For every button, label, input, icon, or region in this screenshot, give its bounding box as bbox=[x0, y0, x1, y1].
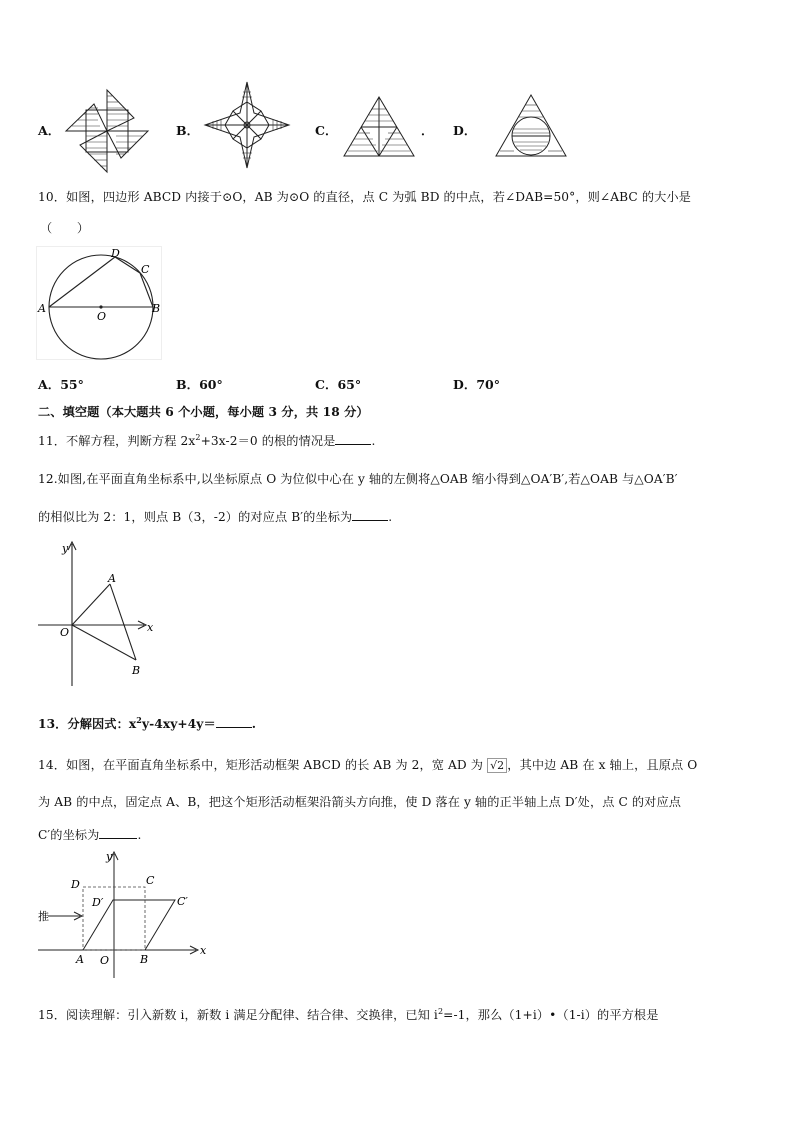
label-d: D bbox=[111, 247, 120, 260]
q10-option-d: D．70° bbox=[453, 377, 500, 392]
option-separator: ． bbox=[421, 123, 434, 138]
label-a: A bbox=[38, 302, 46, 315]
axis-y-label: y bbox=[106, 850, 113, 863]
triangle-circle-figure bbox=[494, 93, 568, 159]
point-a-label: A bbox=[108, 572, 116, 585]
q10-option-a: A．55° bbox=[38, 377, 84, 392]
option-b-label: B． bbox=[176, 123, 200, 138]
label-o: O bbox=[97, 310, 107, 323]
axis-y-label: y bbox=[62, 542, 69, 555]
pinwheel-figure bbox=[64, 88, 150, 174]
label-c: C bbox=[141, 263, 150, 276]
rectangle-frame-figure bbox=[36, 848, 208, 982]
q10-option-b: B．60° bbox=[176, 377, 223, 392]
triangle-pattern-figure bbox=[342, 95, 416, 159]
coordinate-triangle-figure bbox=[36, 538, 160, 688]
label-b: B bbox=[152, 302, 161, 315]
push-label: 推 bbox=[38, 910, 49, 923]
q10-text-line1: 10．如图，四边形 ABCD 内接于⊙O，AB 为⊙O 的直径，点 C 为弧 BD 的中点，若∠DAB=50°，则∠ABC 的大小是 bbox=[38, 190, 691, 204]
q13-text: 13．分解因式：$x^2y-4xy+4y=$ . bbox=[38, 715, 257, 732]
point-d-label: D bbox=[71, 878, 80, 891]
section-heading: 二、填空题（本大题共 6 个小题，每小题 3 分，共 18 分） bbox=[38, 405, 369, 419]
point-c-prime-label: C′ bbox=[177, 895, 188, 908]
axis-x-label: x bbox=[200, 944, 207, 957]
point-b-label: B bbox=[140, 953, 149, 966]
compass-star-figure bbox=[203, 80, 291, 170]
q14-text-line3: C′的坐标为 . bbox=[38, 828, 142, 842]
point-b-label: B bbox=[132, 664, 141, 677]
q11-text: 11．不解方程，判断方程 $2x^2+3x-2=0$ 的根的情况是 . bbox=[38, 432, 376, 448]
option-c-label: C． bbox=[315, 123, 338, 138]
q10-option-c: C．65° bbox=[315, 377, 362, 392]
circle-quadrilateral-figure bbox=[36, 246, 162, 360]
q12-text-line1: 12.如图,在平面直角坐标系中,以坐标原点 O 为位似中心在 y 轴的左侧将△OAB 缩小得到△OA′B′,若△OAB 与△OA′B′ bbox=[38, 472, 678, 486]
option-d-label: D． bbox=[453, 123, 477, 138]
option-a-label: A． bbox=[38, 123, 61, 138]
sqrt-symbol: √2 bbox=[487, 758, 507, 773]
q14-text-line1: 14．如图，在平面直角坐标系中，矩形活动框架 ABCD 的长 AB 为 2，宽 AD 为 √2 ，其中边 AB 在 x 轴上，且原点 O bbox=[38, 758, 698, 772]
origin-label: O bbox=[100, 954, 110, 967]
q10-text-line2: （ ） bbox=[40, 221, 90, 235]
point-a-label: A bbox=[76, 953, 84, 966]
q14-text-line2: 为 AB 的中点，固定点 A、B，把这个矩形活动框架沿箭头方向推，使 D 落在 y 轴的正半轴上点 D′处，点 C 的对应点 bbox=[38, 795, 682, 809]
axis-x-label: x bbox=[147, 621, 154, 634]
point-d-prime-label: D′ bbox=[92, 896, 104, 909]
origin-label: O bbox=[60, 626, 70, 639]
q15-text: 15．阅读理解：引入新数 i，新数 i 满足分配律、结合律、交换律，已知 $i^2=-1$，那么（1+i）•（1-i）的平方根是 bbox=[38, 1006, 659, 1022]
q12-text-line2: 的相似比为 2：1，则点 B（3，-2）的对应点 B′的坐标为 . bbox=[38, 510, 393, 524]
point-c-label: C bbox=[146, 874, 155, 887]
